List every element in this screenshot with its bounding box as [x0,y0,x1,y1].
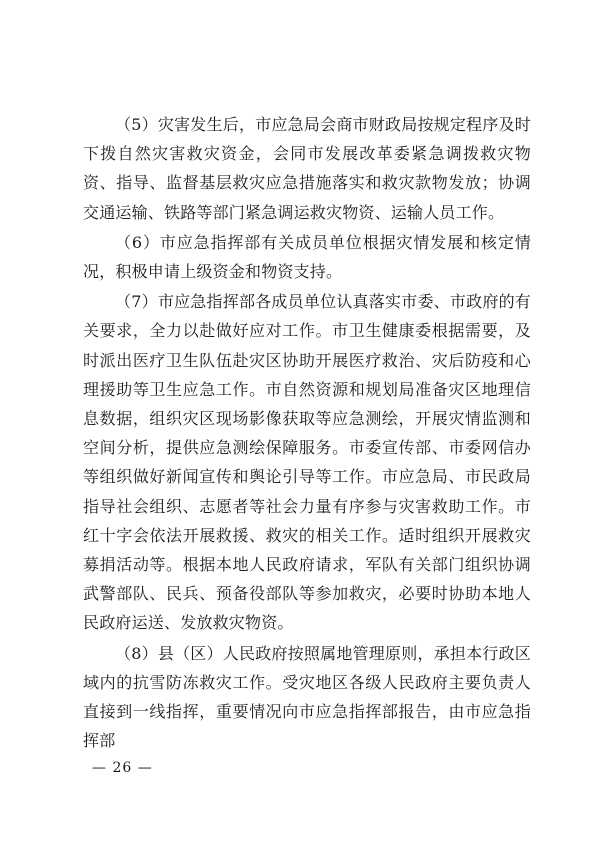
document-body [83,110,531,756]
paragraph-5: （5）灾害发生后，市应急局会商市财政局按规定程序及时下拨自然灾害救灾资金，会同市发展改革委紧急调拨救灾物资、指导、监督基层救灾应急措施落实和救灾款物发放；协调交通运输、铁路等部门紧急调运救灾物资、运输人员工作。 [83,115,531,222]
paragraph-7: （7）市应急指挥部各成员单位认真落实市委、市政府的有关要求，全力以赴做好应对工作。市卫生健康委根据需要，及时派出医疗卫生队伍赴灾区协助开展医疗救治、灾后防疫和心理援助等卫生应急工作。市自然资源和规划局准备灾区地理信息数据，组织灾区现场影像获取等应急测绘，开展灾情监测和空间分析，提供应急测绘保障服务。市委宣传部、市委网信办等组织做好新闻宣传和舆论引导等工作。市应急局、市民政局指导社会组织、志愿者等社会力量有序参与灾害救助工作。市红十字会依法开展救援、救灾的相关工作。适时组织开展救灾募捐活动等。根据本地人民政府请求，军队有关部门组织协调武警部队、民兵、预备役部队等参加救灾，必要时协助本地人民政府运送、发放救灾物资。 [83,292,531,633]
paragraph-8: （8）县（区）人民政府按照属地管理原则，承担本行政区域内的抗雪防冻救灾工作。受灾地区各级人民政府主要负责人直接到一线指挥，重要情况向市应急指挥部报告，由市应急指挥部 [83,643,531,751]
paragraph-6: （6）市应急指挥部有关成员单位根据灾情发展和核定情况，积极申请上级资金和物资支持。 [83,232,531,282]
page-number: — 26 — [92,760,153,776]
